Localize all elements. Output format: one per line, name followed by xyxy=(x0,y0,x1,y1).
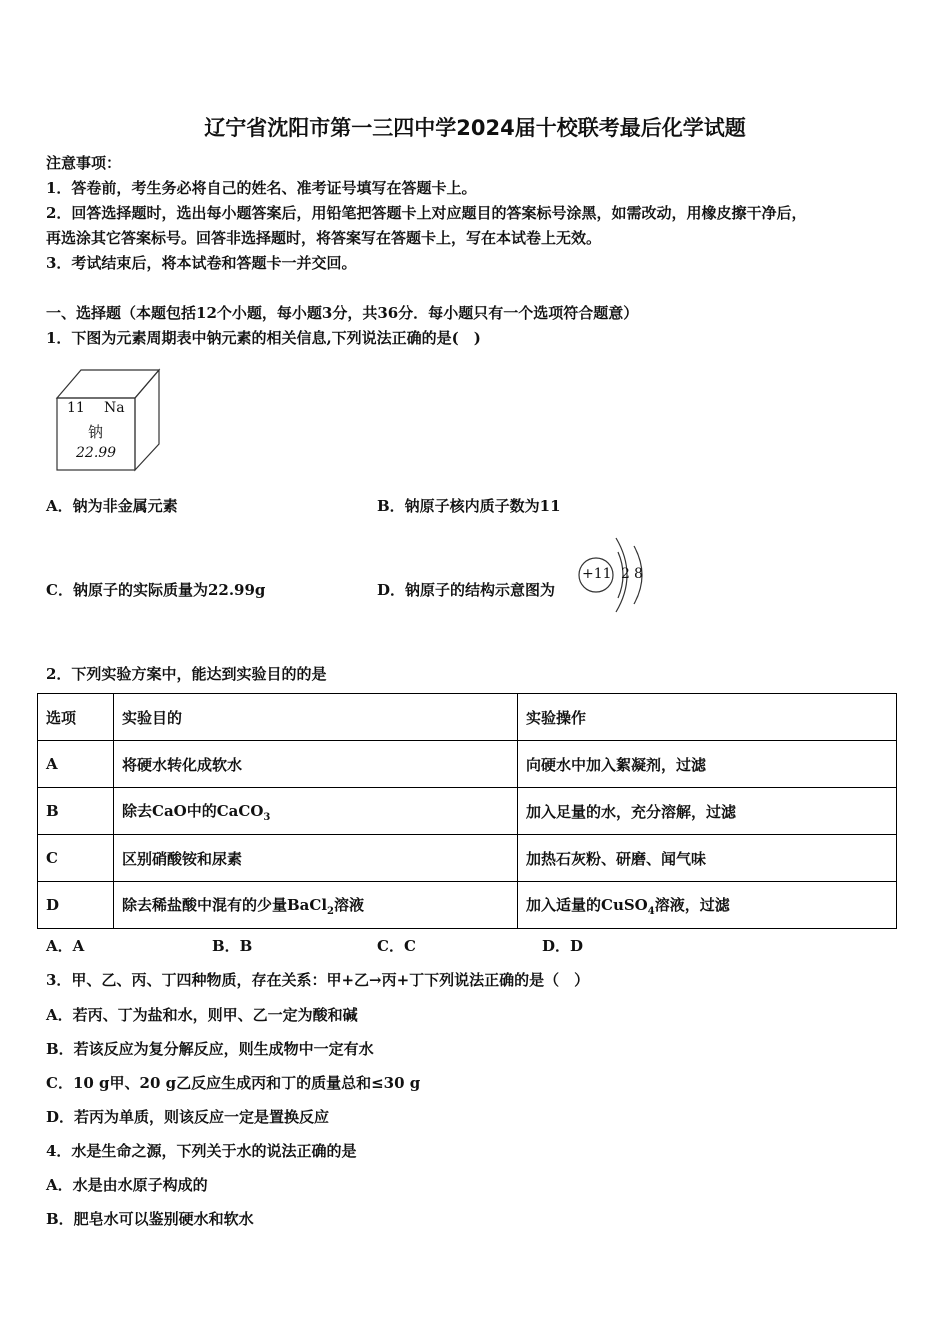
question-3-stem: 3．甲、乙、丙、丁四种物质，存在关系：甲+乙→丙+丁下列说法正确的是（ ） xyxy=(46,971,590,989)
row-option: A xyxy=(38,741,114,788)
option-c: C．钠原子的实际质量为22.99g xyxy=(46,581,266,599)
row-option: C xyxy=(38,835,114,882)
row-operation: 加入适量的CuSO$_4$溶液，过滤 xyxy=(518,882,897,929)
row-purpose: 将硬水转化成软水 xyxy=(114,741,518,788)
atom-nucleus: +11 xyxy=(582,566,612,582)
table-header-row xyxy=(38,694,897,741)
atom-shell-2: 8 xyxy=(634,566,643,582)
option-c: C．10 g甲、20 g乙反应生成丙和丁的质量总和≤30 g xyxy=(46,1074,421,1092)
option-b: B．若该反应为复分解反应，则生成物中一定有水 xyxy=(46,1040,374,1058)
table-row xyxy=(38,741,897,788)
choice-a: A．A xyxy=(46,937,85,955)
option-d: D．若丙为单质，则该反应一定是置换反应 xyxy=(46,1108,330,1126)
row-option: D xyxy=(38,882,114,929)
table-row xyxy=(38,882,897,929)
option-b: B．钠原子核内质子数为11 xyxy=(377,497,561,515)
choice-c: C．C xyxy=(377,937,416,955)
element-name: 钠 xyxy=(88,423,104,441)
notice-item: 1．答卷前，考生务必将自己的姓名、准考证号填写在答题卡上。 xyxy=(46,179,477,197)
notice-item: 3．考试结束后，将本试卷和答题卡一并交回。 xyxy=(46,254,357,272)
row-purpose: 区别硝酸铵和尿素 xyxy=(114,835,518,882)
atomic-number: 11 xyxy=(67,400,85,416)
notice-item: 2．回答选择题时，选出每小题答案后，用铅笔把答题卡上对应题目的答案标号涂黑，如需改动，用橡皮擦干净后， xyxy=(46,204,807,222)
notice-item: 再选涂其它答案标号。回答非选择题时，将答案写在答题卡上，写在本试卷上无效。 xyxy=(46,229,602,247)
row-purpose: 除去稀盐酸中混有的少量BaCl$_2$溶液 xyxy=(114,882,518,929)
option-a: A．水是由水原子构成的 xyxy=(46,1176,208,1194)
option-d: D．钠原子的结构示意图为 xyxy=(377,581,556,599)
atom-shell-1: 2 xyxy=(621,566,630,582)
question-1-stem: 1．下图为元素周期表中钠元素的相关信息,下列说法正确的是( ) xyxy=(46,329,481,347)
option-a: A．若丙、丁为盐和水，则甲、乙一定为酸和碱 xyxy=(46,1006,358,1024)
notice-heading: 注意事项： xyxy=(46,154,122,172)
header-purpose: 实验目的 xyxy=(114,694,518,741)
row-operation: 加热石灰粉、研磨、闻气味 xyxy=(518,835,897,882)
header-option: 选项 xyxy=(38,694,114,741)
header-operation: 实验操作 xyxy=(518,694,897,741)
question-2-stem: 2．下列实验方案中，能达到实验目的的是 xyxy=(46,665,327,683)
table-row xyxy=(38,788,897,835)
element-symbol: Na xyxy=(104,400,125,416)
option-a: A．钠为非金属元素 xyxy=(46,497,178,515)
experiment-table xyxy=(37,693,897,929)
question-4-stem: 4．水是生命之源，下列关于水的说法正确的是 xyxy=(46,1142,357,1160)
row-purpose: 除去CaO中的CaCO$_3$ xyxy=(114,788,518,835)
atomic-mass: 22.99 xyxy=(76,445,117,461)
page-title: 辽宁省沈阳市第一三四中学2024届十校联考最后化学试题 xyxy=(204,116,746,140)
choice-b: B．B xyxy=(212,937,253,955)
row-operation: 加入足量的水，充分溶解，过滤 xyxy=(518,788,897,835)
row-operation: 向硬水中加入絮凝剂，过滤 xyxy=(518,741,897,788)
table-row xyxy=(38,835,897,882)
option-b: B．肥皂水可以鉴别硬水和软水 xyxy=(46,1210,254,1228)
row-option: B xyxy=(38,788,114,835)
choice-d: D．D xyxy=(542,937,584,955)
section-heading: 一、选择题（本题包括12个小题，每小题3分，共36分．每小题只有一个选项符合题意） xyxy=(46,304,639,322)
